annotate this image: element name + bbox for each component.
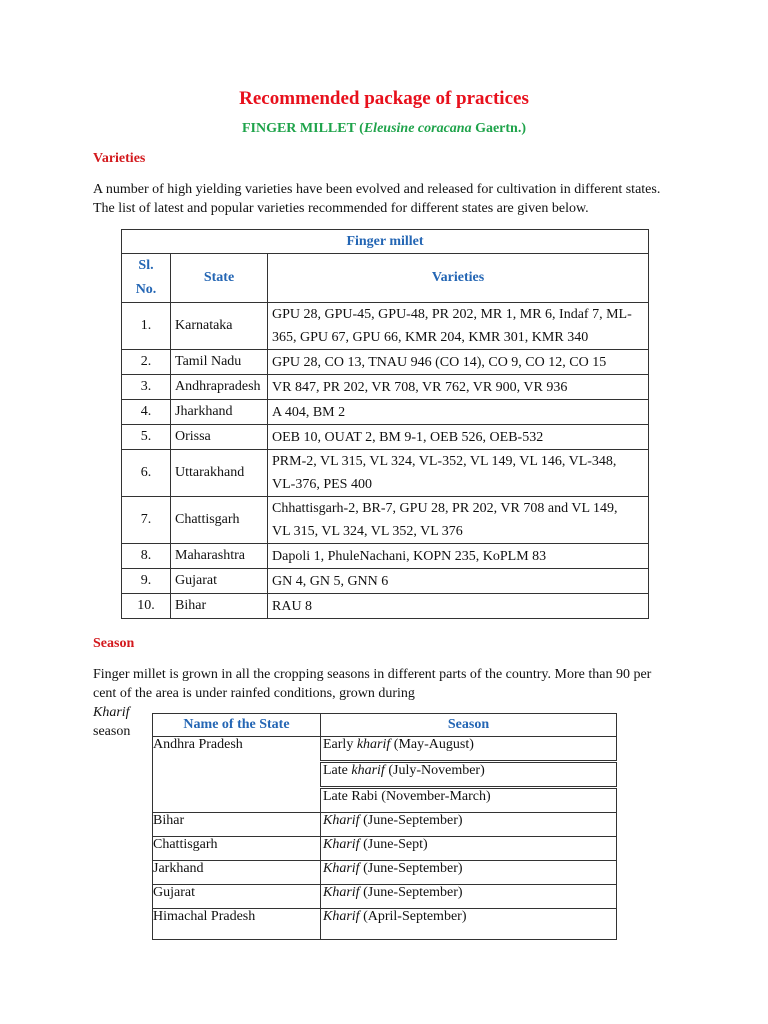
table-row	[122, 425, 649, 450]
season-para-prefix: cent of the area is under rainfed conditions, grown during	[93, 686, 415, 701]
row-number: 3.	[122, 375, 171, 400]
season-months: (June-September)	[359, 885, 463, 900]
row-number: 7.	[122, 497, 171, 544]
row-number: 10.	[122, 594, 171, 619]
varieties-line: Chhattisgarh-2, BR-7, GPU 28, PR 202, VR 708 and VL 149,	[272, 501, 618, 516]
table-row	[122, 594, 649, 619]
table-row	[153, 737, 617, 762]
row-varieties	[268, 450, 649, 497]
row-varieties: A 404, BM 2	[268, 400, 649, 425]
varieties-para-line: A number of high yielding varieties have been evolved and released for cultivation in different states.	[93, 182, 661, 197]
row-number: 2.	[122, 350, 171, 375]
season-heading: Season	[93, 636, 135, 651]
col-header-sl-line1: Sl.	[138, 258, 154, 273]
crop-subtitle	[0, 121, 768, 137]
row-varieties: OEB 10, OUAT 2, BM 9-1, OEB 526, OEB-532	[268, 425, 649, 450]
season-prefix: Late	[323, 763, 352, 778]
table-row	[122, 303, 649, 350]
row-state: Andhra Pradesh	[153, 737, 321, 813]
row-state: Chattisgarh	[171, 497, 268, 544]
season-months: (May-August)	[390, 737, 474, 752]
varieties-table	[121, 229, 649, 619]
season-months: (April-September)	[359, 909, 467, 924]
table-row	[153, 885, 617, 909]
table-row	[122, 497, 649, 544]
varieties-line: PRM-2, VL 315, VL 324, VL-352, VL 149, VL 146, VL-348,	[272, 454, 617, 469]
row-season	[321, 737, 617, 762]
season-months: (July-November)	[384, 763, 485, 778]
table-row	[122, 400, 649, 425]
row-season	[321, 813, 617, 837]
page-title: Recommended package of practices	[239, 88, 529, 109]
row-varieties: GPU 28, CO 13, TNAU 946 (CO 14), CO 9, CO 12, CO 15	[268, 350, 649, 375]
col-header-sl-no	[122, 254, 171, 303]
row-number: 8.	[122, 544, 171, 569]
table-row	[122, 544, 649, 569]
row-number: 9.	[122, 569, 171, 594]
season-kharif: Kharif	[323, 861, 360, 876]
varieties-heading: Varieties	[93, 151, 146, 166]
subtitle-suffix: Gaertn.)	[471, 121, 527, 136]
row-season	[321, 885, 617, 909]
col-header-season: Season	[321, 714, 617, 737]
row-state: Bihar	[153, 813, 321, 837]
season-months: (June-Sept)	[359, 837, 428, 852]
row-number: 1.	[122, 303, 171, 350]
row-varieties	[268, 497, 649, 544]
subtitle-prefix: FINGER MILLET (	[241, 121, 364, 136]
season-kharif: Kharif	[323, 885, 360, 900]
col-header-state-name: Name of the State	[153, 714, 321, 737]
row-state: Himachal Pradesh	[153, 909, 321, 940]
row-state: Karnataka	[171, 303, 268, 350]
season-kharif: Kharif	[323, 837, 360, 852]
row-season	[321, 909, 617, 940]
season-months: (June-September)	[359, 861, 463, 876]
row-state: Orissa	[171, 425, 268, 450]
table-row	[153, 909, 617, 940]
row-varieties	[268, 303, 649, 350]
row-season	[321, 837, 617, 861]
col-header-state: State	[171, 254, 268, 303]
row-state: Uttarakhand	[171, 450, 268, 497]
row-number: 6.	[122, 450, 171, 497]
col-header-sl-line2: No.	[135, 282, 157, 297]
varieties-line: VL-376, PES 400	[272, 477, 372, 492]
varieties-line: VL 315, VL 324, VL 352, VL 376	[272, 524, 463, 539]
season-prefix: Early	[323, 737, 357, 752]
row-state: Maharashtra	[171, 544, 268, 569]
row-state: Jharkhand	[171, 400, 268, 425]
varieties-para-line: The list of latest and popular varieties recommended for different states are given below.	[93, 201, 589, 216]
season-para-line: Finger millet is grown in all the cropping seasons in different parts of the country. More than 90 per	[93, 667, 652, 682]
table-row	[122, 375, 649, 400]
row-state: Gujarat	[153, 885, 321, 909]
row-varieties: VR 847, PR 202, VR 708, VR 762, VR 900, VR 936	[268, 375, 649, 400]
row-season: Late Rabi (November-March)	[321, 788, 617, 813]
row-state: Bihar	[171, 594, 268, 619]
row-season	[321, 762, 617, 788]
row-state: Andhrapradesh	[171, 375, 268, 400]
varieties-line: GPU 28, GPU-45, GPU-48, PR 202, MR 1, MR 6, Indaf 7, ML-	[272, 307, 632, 322]
row-state: Gujarat	[171, 569, 268, 594]
season-kharif: kharif	[356, 737, 391, 752]
row-varieties: GN 4, GN 5, GNN 6	[268, 569, 649, 594]
season-para-suffix: season	[93, 724, 131, 739]
row-state: Chattisgarh	[153, 837, 321, 861]
row-number: 4.	[122, 400, 171, 425]
subtitle-scientific-name: Eleusine coracana	[363, 121, 472, 136]
season-kharif: kharif	[351, 763, 385, 778]
row-season	[321, 861, 617, 885]
season-kharif: Kharif	[323, 813, 360, 828]
row-state: Jarkhand	[153, 861, 321, 885]
varieties-paragraph	[93, 180, 683, 218]
season-months: (June-September)	[359, 813, 463, 828]
table-row	[153, 861, 617, 885]
table-row	[122, 450, 649, 497]
table-row	[122, 350, 649, 375]
row-varieties: RAU 8	[268, 594, 649, 619]
row-varieties: Dapoli 1, PhuleNachani, KOPN 235, KoPLM 83	[268, 544, 649, 569]
row-state: Tamil Nadu	[171, 350, 268, 375]
varieties-line: 365, GPU 67, GPU 66, KMR 204, KMR 301, KMR 340	[272, 330, 589, 345]
season-kharif: Kharif	[323, 909, 360, 924]
table-row	[153, 837, 617, 861]
table-row	[153, 813, 617, 837]
table-row	[122, 569, 649, 594]
season-para-kharif: Kharif	[93, 705, 130, 720]
season-table	[152, 713, 617, 940]
row-number: 5.	[122, 425, 171, 450]
col-header-varieties: Varieties	[268, 254, 649, 303]
varieties-table-caption: Finger millet	[122, 230, 649, 254]
